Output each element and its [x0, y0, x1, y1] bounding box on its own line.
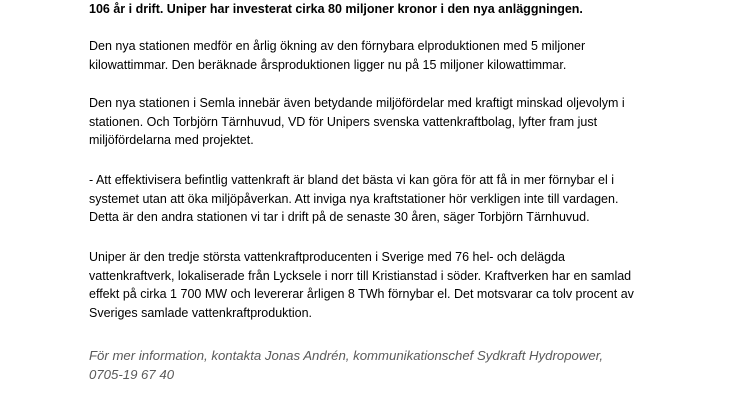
paragraph-line: Uniper är den tredje största vattenkraftproducenten i Sverige med 76 hel- och delägda — [89, 250, 565, 264]
paragraph-line: effekt på cirka 1 700 MW och levererar årligen 8 TWh förnybar el. Det motsvarar ca tolv procent av — [89, 287, 634, 302]
paragraph-production-increase — [89, 37, 585, 74]
contact-phone: 0705-19 67 40 — [89, 366, 175, 382]
paragraph-company-facts — [89, 248, 634, 323]
lead-line: 106 år i drift. Uniper har investerat cirka 80 miljoner kronor i den nya anläggningen. — [89, 2, 583, 16]
paragraph-line: Sveriges samlade vattenkraftproduktion. — [89, 306, 313, 321]
paragraph-line: miljöfördelarna med projektet. — [89, 133, 254, 148]
lead-paragraph — [89, 0, 583, 19]
paragraph-ceo-quote — [89, 171, 618, 227]
contact-line: För mer information, kontakta Jonas Andrén, kommunikationschef Sydkraft Hydropower, — [89, 348, 604, 363]
contact-information — [89, 347, 603, 384]
paragraph-line: Den nya stationen i Semla innebär även betydande miljöfördelar med kraftigt minskad oljevolym i — [89, 96, 625, 110]
paragraph-line: systemet utan att öka miljöpåverkan. Att inviga nya kraftstationer hör verkligen inte till vardagen. — [89, 191, 619, 206]
paragraph-line: Detta är den andra stationen vi tar i drift på de senaste 30 åren, säger Torbjörn Tärnhuvud. — [89, 210, 590, 225]
paragraph-environmental-benefits — [89, 94, 625, 150]
paragraph-line: Den nya stationen medför en årlig ökning av den förnybara elproduktionen med 5 miljoner — [89, 39, 586, 53]
paragraph-line: - Att effektivisera befintlig vattenkraft är bland det bästa vi kan göra för att få in mer förnybar el i — [89, 173, 615, 187]
paragraph-line: stationen. Och Torbjörn Tärnhuvud, VD för Unipers svenska vattenkraftbolag, lyfter fram just — [89, 114, 598, 129]
paragraph-line: vattenkraftverk, lokaliserade från Lycksele i norr till Kristianstad i söder. Kraftverken har en samlad — [89, 268, 632, 283]
paragraph-line: kilowattimmar. Den beräknade årsproduktionen ligger nu på 15 miljoner kilowattimmar. — [89, 57, 567, 72]
